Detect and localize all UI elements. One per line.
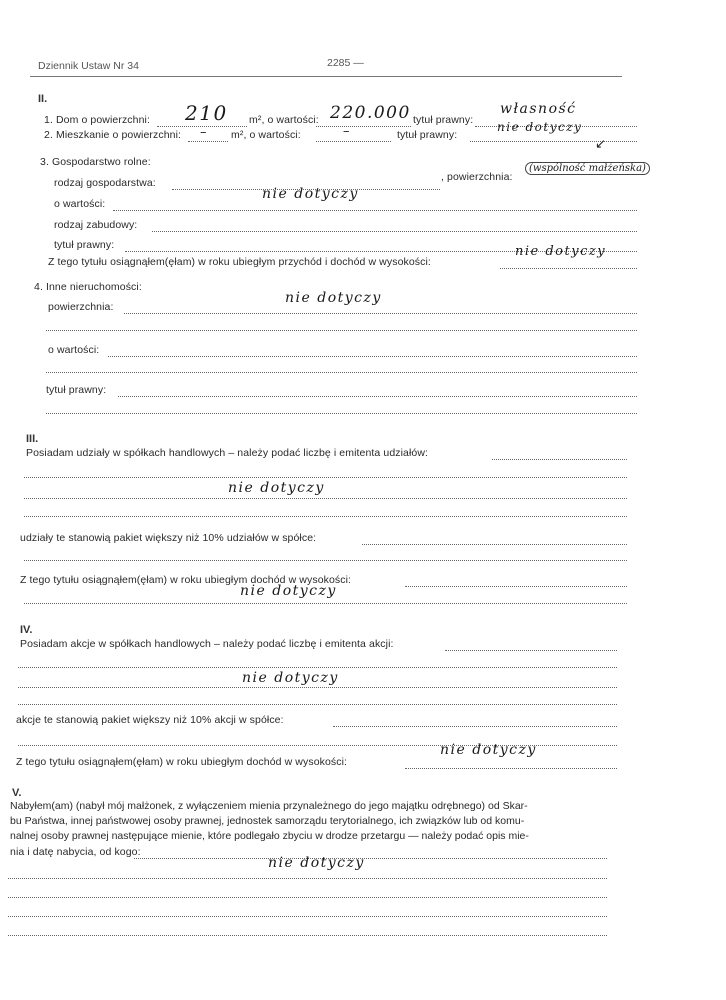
section-iv-numeral: IV. xyxy=(20,624,33,636)
farm-value: nie dotyczy xyxy=(262,186,359,202)
other-property-area-label: powierzchnia: xyxy=(48,301,114,313)
page-number: 2285 — xyxy=(327,57,364,69)
farm-value-label: o wartości: xyxy=(54,198,106,210)
section-ii-numeral: II. xyxy=(38,93,48,105)
farm-label: 3. Gospodarstwo rolne: xyxy=(40,156,151,168)
other-property-area: nie dotyczy xyxy=(285,290,382,306)
shares-over10-label: udziały te stanowią pakiet większy niż 10% udziałów w spółce: xyxy=(20,532,317,544)
house-title-label: tytuł prawny: xyxy=(413,114,474,126)
apartment-area: – xyxy=(200,125,208,140)
stocks-answer: nie dotyczy xyxy=(242,670,339,686)
section-v-answer: nie dotyczy xyxy=(268,855,365,871)
stocks-over10-label: akcje te stanowią pakiet większy niż 10% akcji w spółce: xyxy=(16,714,284,726)
other-property-value-label: o wartości: xyxy=(48,344,100,356)
stocks-income: nie dotyczy xyxy=(440,742,537,758)
journal-name: Dziennik Ustaw Nr 34 xyxy=(38,60,139,72)
apartment-value: – xyxy=(343,124,351,139)
house-unit-label: m², o wartości: xyxy=(249,114,319,126)
other-property-title-label: tytuł prawny: xyxy=(46,384,107,396)
shares-answer: nie dotyczy xyxy=(228,480,325,496)
section-v-line3: nalnej osoby prawnej następujące mienie, które podlegało zbyciu w drodze przetargu — należy podać opis mie- xyxy=(10,830,529,842)
house-area: 210 xyxy=(185,101,228,125)
apartment-unit-label: m², o wartości: xyxy=(231,129,301,141)
apartment-title-label: tytuł prawny: xyxy=(397,129,458,141)
farm-income: nie dotyczy xyxy=(515,244,607,259)
section-v-line4: nia i datę nabycia, od kogo: xyxy=(10,846,141,858)
farm-income-label: Z tego tytułu osiągnąłem(ęłam) w roku ubiegłym przychód i dochód w wysokości: xyxy=(48,256,431,268)
farm-note: (wspólność małżeńska) xyxy=(525,162,650,175)
section-v-numeral: V. xyxy=(12,787,22,799)
apartment-label: 2. Mieszkanie o powierzchni: xyxy=(44,129,182,141)
farm-type-label: rodzaj gospodarstwa: xyxy=(54,177,156,189)
section-iii-numeral: III. xyxy=(26,433,39,445)
shares-label: Posiadam udziały w spółkach handlowych – należy podać liczbę i emitenta udziałów: xyxy=(26,447,429,459)
shares-income: nie dotyczy xyxy=(240,583,337,599)
shares-income-label: Z tego tytułu osiągnąłem(ęłam) w roku ubiegłym dochód w wysokości: xyxy=(20,574,352,586)
farm-area-label: , powierzchnia: xyxy=(441,171,513,183)
apartment-title: nie dotyczy xyxy=(497,120,583,134)
house-label: 1. Dom o powierzchni: xyxy=(44,114,150,126)
stocks-label: Posiadam akcje w spółkach handlowych – należy podać liczbę i emitenta akcji: xyxy=(20,638,394,650)
farm-title-label: tytuł prawny: xyxy=(54,239,115,251)
stocks-income-label: Z tego tytułu osiągnąłem(ęłam) w roku ubiegłym dochód w wysokości: xyxy=(16,756,348,768)
house-value: 220.000 xyxy=(330,103,411,123)
farm-building-label: rodzaj zabudowy: xyxy=(54,219,138,231)
header-rule xyxy=(30,76,622,77)
other-property-label: 4. Inne nieruchomości: xyxy=(34,281,142,293)
check-mark: ↙ xyxy=(595,137,606,152)
section-v-line1: Nabyłem(am) (nabył mój małżonek, z wyłączeniem mienia przynależnego do jego majątku odrębnego) od Skar- xyxy=(10,800,528,812)
section-v-line2: bu Państwa, innej państwowej osoby prawnej, jednostek samorządu terytorialnego, ich związków lub od komu- xyxy=(10,815,525,827)
house-title: własność xyxy=(500,101,577,117)
section-v-text xyxy=(10,799,610,844)
